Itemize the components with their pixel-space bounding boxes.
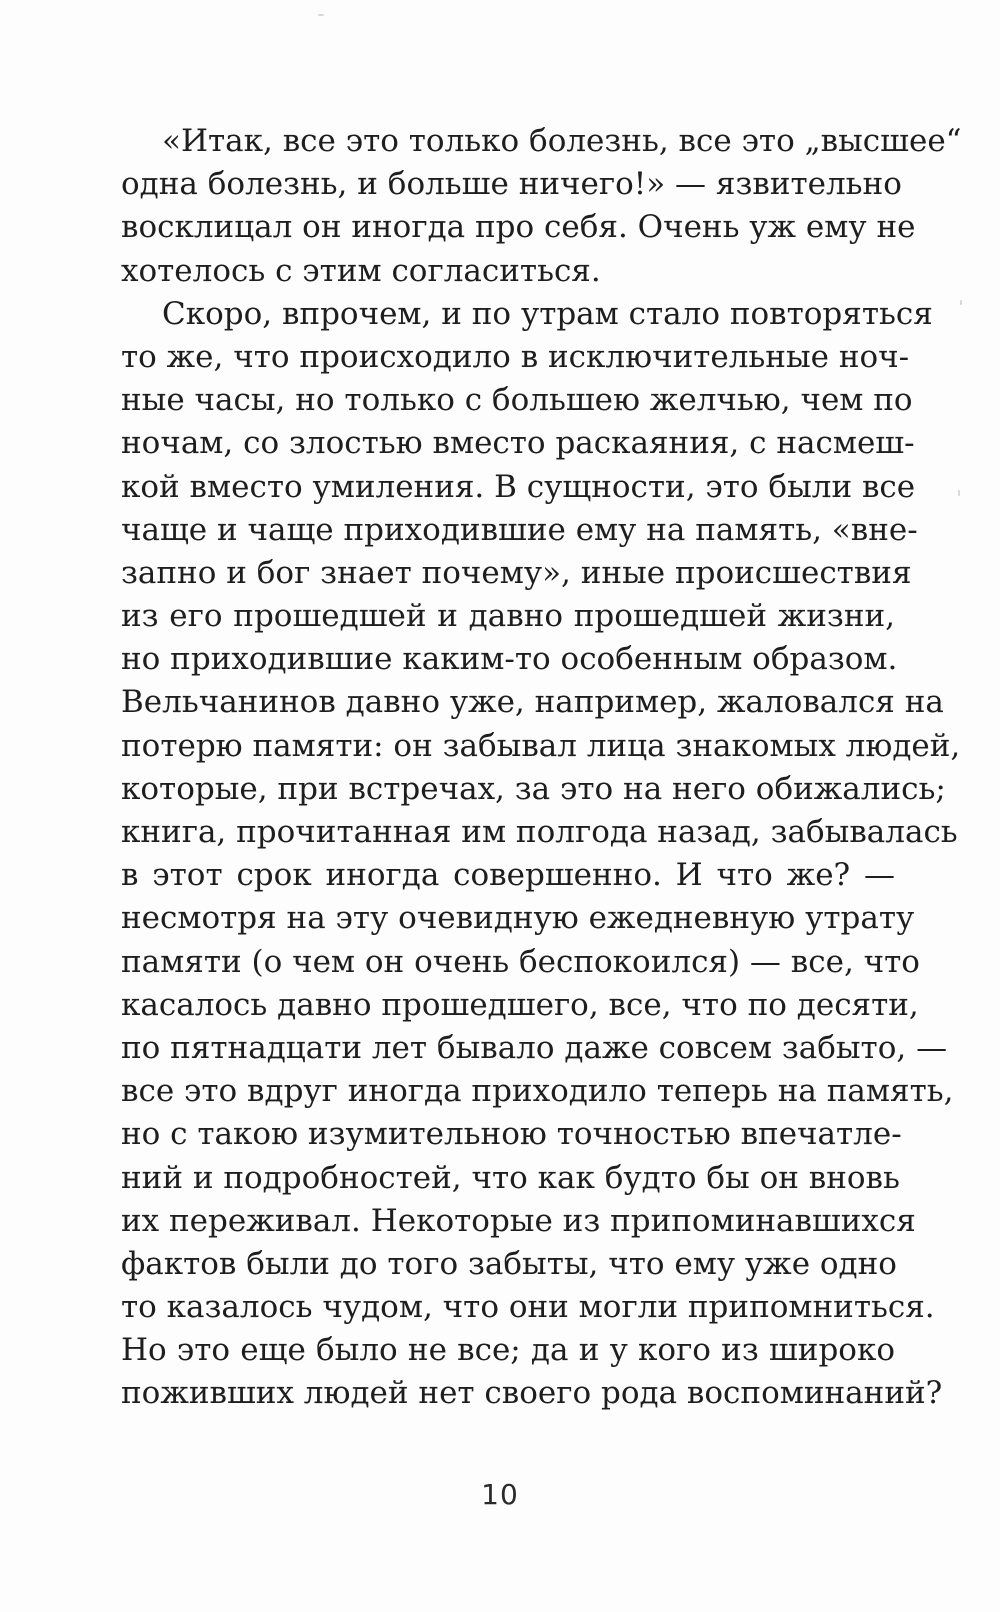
text-line: запно и бог знает почему», иные происшествия (121, 554, 912, 591)
text-line: кой вместо умиления. В сущности, это были все (121, 468, 916, 505)
text-line: но с такою изумительною точностью впечатле- (121, 1116, 902, 1153)
text-line: Но это еще было не все; да и у кого из широко (121, 1332, 895, 1369)
text-line: хотелось с этим согласиться. (121, 252, 601, 289)
text-line: касалось давно прошедшего, все, что по десяти, (121, 986, 919, 1023)
text-line: поживших людей нет своего рода воспоминаний? (121, 1375, 943, 1412)
text-line: книга, прочитанная им полгода назад, забывалась (121, 814, 958, 850)
text-line: то казалось чудом, что они могли припомниться. (121, 1289, 935, 1326)
body-text (121, 120, 962, 1416)
text-line: фактов были до того забыты, что ему уже одно (121, 1245, 897, 1282)
scan-speck (318, 14, 324, 16)
text-line: одна болезнь, и больше ничего!» — язвительно (121, 166, 902, 203)
text-line: потерю памяти: он забывал лица знакомых людей, (121, 727, 961, 764)
scan-speck (960, 300, 962, 305)
paragraph-2 (121, 293, 961, 1416)
text-line: ний и подробностей, что как будто бы он вновь (121, 1159, 900, 1196)
text-line: их переживал. Некоторые из припоминавшихся (121, 1202, 916, 1239)
paragraph-1 (121, 120, 962, 293)
text-line: которые, при встречах, за это на него обижались; (121, 770, 946, 807)
text-line: памяти (о чем он очень беспокоился) — все, что (121, 943, 920, 980)
text-line: ные часы, но только с большею желчью, чем по (121, 382, 913, 419)
text-line: «Итак, все это только болезнь, все это „высшее“ (162, 123, 962, 159)
page-number: 10 (481, 1478, 519, 1511)
text-line: но приходившие каким-то особенным образом. (121, 641, 898, 678)
text-line: чаще и чаще приходившие ему на память, «вне- (121, 511, 918, 548)
text-line: по пятнадцати лет бывало даже совсем забыто, — (121, 1029, 948, 1066)
text-line: все это вдруг иногда приходило теперь на память, (121, 1073, 954, 1110)
text-line: ночам, со злостью вместо раскаяния, с насмеш- (121, 425, 915, 462)
text-line: несмотря на эту очевидную ежедневную утрату (121, 900, 915, 937)
scan-speck (958, 490, 960, 496)
text-line: Вельчанинов давно уже, например, жаловался на (121, 684, 944, 721)
text-line: восклицал он иногда про себя. Очень уж ему не (121, 209, 916, 246)
text-line: то же, что происходило в исключительные ноч- (121, 338, 910, 375)
text-line: Скоро, впрочем, и по утрам стало повторяться (162, 295, 933, 332)
text-line: в этот срок иногда совершенно. И что же? — (121, 857, 895, 894)
text-line: из его прошедшей и давно прошедшей жизни, (121, 598, 895, 635)
